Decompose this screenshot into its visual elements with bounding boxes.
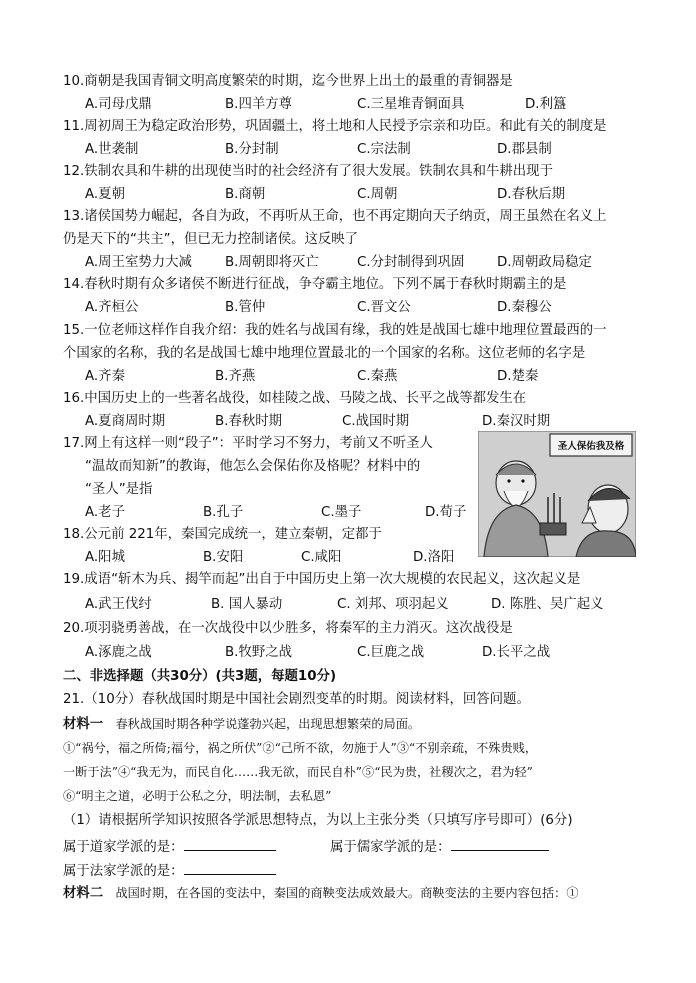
material-2-label: 材料二 <box>63 886 104 901</box>
option-b: B.周朝即将灭亡 <box>225 255 319 270</box>
option-c: C.墨子 <box>321 505 362 520</box>
question-stem: 16.中国历史上的一些著名战役，如桂陵之战、马陵之战、长平之战等都发生在 <box>63 391 527 406</box>
option-c: C.宗法制 <box>357 142 411 157</box>
question-stem-continued: 个国家的名称，我的名是战国七雄中地理位置最北的一个国家的名称。这位老师的名字是 <box>63 346 586 361</box>
option-b: B.孔子 <box>203 505 244 520</box>
material-1-label: 材料一 <box>63 717 104 732</box>
option-d: D.荀子 <box>425 505 467 520</box>
option-a: A.世袭制 <box>85 142 139 157</box>
legalist-label: 属于法家学派的是： <box>63 864 184 879</box>
question-stem: 10.商朝是我国青铜文明高度繁荣的时期，迄今世界上出土的最重的青铜器是 <box>63 74 513 89</box>
material-1 <box>63 715 420 734</box>
question-stem: 20.项羽骁勇善战，在一次战役中以少胜多，将秦军的主力消灭。这次战役是 <box>63 621 513 636</box>
material-2-text: 战国时期，在各国的变法中，秦国的商鞅变法成效最大。商鞅变法的主要内容包括：① <box>115 886 579 900</box>
material-1-line: ⑥“明主之道，必明于公私之分，明法制，去私恩” <box>63 789 332 803</box>
option-a: A.司母戊鼎 <box>85 97 152 112</box>
sub-question-1: （1）请根据所学知识按照各学派思想特点，为以上主张分类（只填写序号即可）(6分) <box>63 813 573 828</box>
question-stem: 17.网上有这样一则“段子”：平时学习不努力，考前又不听圣人 <box>63 436 433 451</box>
option-c: C.战国时期 <box>342 414 410 429</box>
option-c: C.咸阳 <box>301 550 342 565</box>
option-c: C.三星堆青铜面具 <box>357 97 465 112</box>
legalist-answer-blank[interactable] <box>184 860 276 875</box>
option-b: B.四羊方尊 <box>225 97 293 112</box>
option-c: C.巨鹿之战 <box>357 645 425 660</box>
option-d: D.楚秦 <box>497 369 539 384</box>
option-b: B.齐燕 <box>215 369 256 384</box>
option-b: B.分封制 <box>225 142 279 157</box>
question-stem-continued: 仍是天下的“共主”，但已无力控制诸侯。这反映了 <box>63 232 359 247</box>
option-c: C.秦燕 <box>357 369 398 384</box>
daoist-answer-row <box>63 836 276 857</box>
option-d: D.周朝政局稳定 <box>497 255 592 270</box>
daoist-label: 属于道家学派的是： <box>63 840 184 855</box>
material-1-line: ①“祸兮，福之所倚;福兮，祸之所伏”②“己所不欲，勿施于人”③“不别亲疏，不殊贵贱， <box>63 741 538 755</box>
material-2 <box>63 884 579 903</box>
question-stem: 19.成语“斩木为兵、揭竿而起”出自于中国历史上第一次大规模的农民起义，这次起义是 <box>63 572 581 587</box>
option-d: D.长平之战 <box>482 645 551 660</box>
option-b: B.春秋时期 <box>215 414 283 429</box>
question-stem: 15.一位老师这样作自我介绍：我的姓名与战国有缘，我的姓是战国七雄中地理位置最西的一 <box>63 323 607 338</box>
option-a: A.夏朝 <box>85 187 125 202</box>
question-21-intro: 21.（10分）春秋战国时期是中国社会剧烈变革的时期。阅读材料，回答问题。 <box>63 692 530 707</box>
option-a: A.夏商周时期 <box>85 414 166 429</box>
option-c: C.晋文公 <box>357 300 411 315</box>
option-b: B.安阳 <box>203 550 244 565</box>
option-a: A.阳城 <box>85 550 125 565</box>
option-b: B.管仲 <box>225 300 266 315</box>
question-stem-continued: “圣人”是指 <box>85 482 153 497</box>
option-c: C.分封制得到巩固 <box>357 255 465 270</box>
material-1-line: 一断于法”④“我无为，而民自化……我无欲，而民自朴”⑤“民为贵，社稷次之，君为轻” <box>63 765 533 779</box>
section-heading: 二、非选择题（共30分）(共3题，每题10分) <box>63 669 337 684</box>
option-b: B. 国人暴动 <box>211 597 283 612</box>
option-a: A.齐桓公 <box>85 300 139 315</box>
option-b: B.商朝 <box>225 187 266 202</box>
confucian-answer-blank[interactable] <box>451 836 549 851</box>
material-1-text: 春秋战国时期各种学说蓬勃兴起，出现思想繁荣的局面。 <box>115 717 421 731</box>
question-stem-continued: “温故而知新”的教诲，他怎么会保佑你及格呢？材料中的 <box>85 459 421 474</box>
option-d: D.郡县制 <box>497 142 552 157</box>
question-stem: 14.春秋时期有众多诸侯不断进行征战，争夺霸主地位。下列不属于春秋时期霸主的是 <box>63 277 567 292</box>
confucian-answer-row <box>330 836 549 857</box>
option-d: D.利簋 <box>525 97 567 112</box>
option-b: B.牧野之战 <box>225 645 293 660</box>
cartoon-image <box>478 431 636 557</box>
question-stem: 18.公元前 221年，秦国完成统一，建立秦朝，定都于 <box>63 527 382 542</box>
option-d: D.春秋后期 <box>497 187 566 202</box>
option-c: C. 刘邦、项羽起义 <box>337 597 449 612</box>
cartoon-caption: 圣人保佑我及格 <box>557 441 625 452</box>
question-stem: 11.周初周王为稳定政治形势，巩固疆土，将土地和人民授予宗亲和功臣。和此有关的制度是 <box>63 119 607 134</box>
option-d: D. 陈胜、吴广起义 <box>491 597 604 612</box>
confucian-label: 属于儒家学派的是： <box>330 840 451 855</box>
question-stem: 12.铁制农具和牛耕的出现使当时的社会经济有了很大发展。铁制农具和牛耕出现于 <box>63 164 553 179</box>
option-a: A.武王伐纣 <box>85 597 152 612</box>
daoist-answer-blank[interactable] <box>184 836 276 851</box>
option-a: A.齐秦 <box>85 369 125 384</box>
question-stem: 13.诸侯国势力崛起，各自为政，不再听从王命，也不再定期向天子纳贡，周王虽然在名义上 <box>63 209 607 224</box>
option-a: A.涿鹿之战 <box>85 645 152 660</box>
legalist-answer-row <box>63 860 276 881</box>
option-a: A.周王室势力大减 <box>85 255 192 270</box>
option-d: D.秦汉时期 <box>482 414 551 429</box>
option-c: C.周朝 <box>357 187 398 202</box>
option-d: D.秦穆公 <box>497 300 552 315</box>
option-d: D.洛阳 <box>413 550 455 565</box>
option-a: A.老子 <box>85 505 125 520</box>
